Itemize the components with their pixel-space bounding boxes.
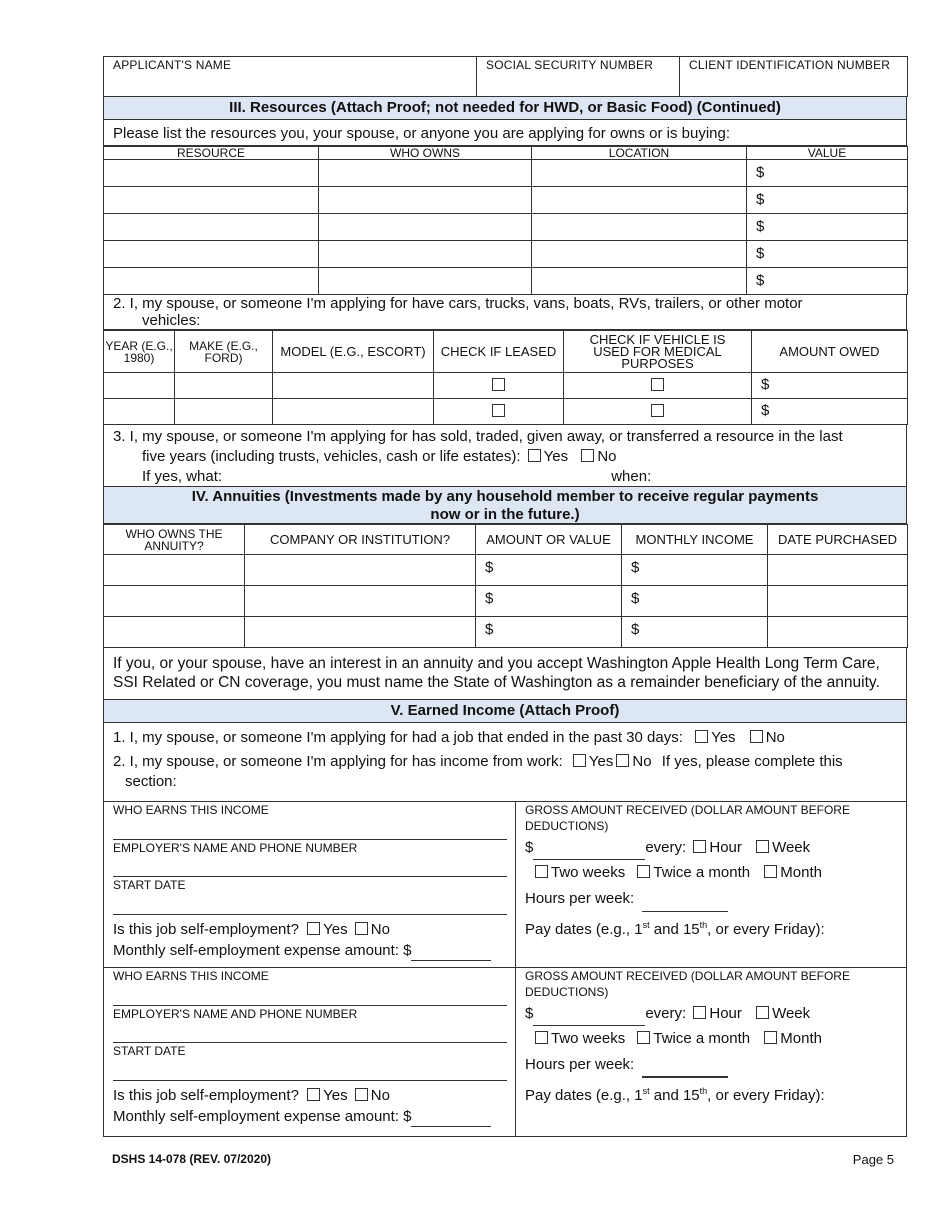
applicant-name-label: APPLICANT'S NAME <box>113 58 232 72</box>
amount-owed-cell[interactable] <box>752 373 908 399</box>
month-checkbox[interactable] <box>764 865 777 878</box>
if-yes-what-field[interactable] <box>226 472 611 487</box>
section-4-title-line1: IV. Annuities (Investments made by any household member to receive regular payments <box>191 488 819 505</box>
table-row <box>104 617 908 648</box>
transfer-question-line2 <box>113 447 897 467</box>
annuity-owner-cell[interactable] <box>104 617 245 648</box>
dollar-sign: $ <box>761 376 770 393</box>
medical-cell <box>564 373 752 399</box>
who-owns-cell[interactable] <box>319 187 532 214</box>
value-cell[interactable] <box>747 214 908 241</box>
every-label: every: <box>645 1005 687 1022</box>
gross-amount-row <box>525 1002 897 1026</box>
if-yes-label: If yes, what: <box>142 468 223 485</box>
twice-month-checkbox[interactable] <box>637 1031 650 1044</box>
dollar-sign: $ <box>756 245 765 262</box>
applicant-header-table <box>103 56 908 97</box>
hours-per-week-label: Hours per week: <box>525 1056 635 1073</box>
gross-amount-row <box>525 836 897 860</box>
dollar-sign: $ <box>756 272 765 289</box>
col-company: COMPANY OR INSTITUTION? <box>245 525 476 555</box>
transfer-question <box>103 425 907 487</box>
leased-checkbox[interactable] <box>492 404 505 417</box>
vehicles-table <box>103 330 908 425</box>
work-income-no-checkbox[interactable] <box>616 754 629 767</box>
expense-field[interactable] <box>411 946 491 961</box>
employer-label: EMPLOYER'S NAME AND PHONE NUMBER <box>113 1007 358 1021</box>
leased-cell <box>434 373 564 399</box>
monthly-income-cell[interactable] <box>622 586 768 617</box>
income-right-panel <box>516 968 906 1136</box>
twice-month-label: Twice a month <box>653 864 751 881</box>
client-id-label: CLIENT IDENTIFICATION NUMBER <box>689 58 891 72</box>
self-employment-question <box>113 1081 507 1106</box>
twice-month-checkbox[interactable] <box>637 865 650 878</box>
who-owns-cell[interactable] <box>319 160 532 187</box>
job-ended-text: 1. I, my spouse, or someone I'm applying for had a job that ended in the past 30 days: <box>113 729 683 746</box>
client-id-field[interactable] <box>680 57 908 97</box>
section-4-title-line2: now or in the future.) <box>430 506 580 523</box>
gross-dollar: $ <box>525 839 534 856</box>
dollar-sign: $ <box>761 402 770 419</box>
leased-checkbox[interactable] <box>492 378 505 391</box>
who-owns-cell[interactable] <box>319 241 532 268</box>
monthly-income-cell[interactable] <box>622 555 768 586</box>
resource-cell[interactable] <box>104 160 319 187</box>
col-resource: RESOURCE <box>104 147 319 160</box>
dollar-sign: $ <box>485 559 494 576</box>
col-make: MAKE (E.G., FORD) <box>175 331 273 373</box>
page-number: Page 5 <box>852 1152 894 1167</box>
who-earns-field[interactable] <box>113 968 507 1006</box>
form-id: DSHS 14-078 (REV. 07/2020) <box>112 1152 271 1166</box>
table-row <box>104 399 908 425</box>
make-cell[interactable] <box>175 373 273 399</box>
col-year: YEAR (E.G., 1980) <box>104 331 175 373</box>
pay-dates-b: and 15 <box>649 921 700 938</box>
date-purchased-cell[interactable] <box>768 617 908 648</box>
section-5-title: V. Earned Income (Attach Proof) <box>103 700 907 723</box>
income-block-2 <box>103 968 907 1137</box>
week-label: Week <box>772 839 811 856</box>
hours-per-week-row <box>525 1052 897 1078</box>
work-income-text: 2. I, my spouse, or someone I'm applying for has income from work: <box>113 753 563 770</box>
dollar-sign: $ <box>485 590 494 607</box>
col-model: MODEL (E.G., ESCORT) <box>273 331 434 373</box>
gross-amount-label: GROSS AMOUNT RECEIVED (DOLLAR AMOUNT BEFORE DEDUCTIONS) <box>525 969 850 999</box>
pay-dates-row <box>525 912 897 943</box>
hours-per-week-field[interactable] <box>642 897 728 912</box>
resource-cell[interactable] <box>104 268 319 295</box>
work-income-question <box>113 752 897 772</box>
two-weeks-label: Two weeks <box>551 864 626 881</box>
gross-amount-field[interactable] <box>533 1011 645 1026</box>
expense-label: Monthly self-employment expense amount: $ <box>113 942 412 959</box>
hour-checkbox[interactable] <box>693 840 706 853</box>
location-cell[interactable] <box>532 241 747 268</box>
amount-value-cell[interactable] <box>476 617 622 648</box>
section-4-title <box>103 487 907 524</box>
frequency-row <box>525 1026 897 1052</box>
transfer-yes-label: Yes <box>543 448 569 465</box>
pay-dates-b: and 15 <box>649 1087 700 1104</box>
employer-label: EMPLOYER'S NAME AND PHONE NUMBER <box>113 841 358 855</box>
job-ended-question <box>113 728 897 748</box>
annuities-header-row <box>104 525 908 555</box>
ssn-label: SOCIAL SECURITY NUMBER <box>486 58 654 72</box>
month-label: Month <box>780 1030 822 1047</box>
resource-cell[interactable] <box>104 214 319 241</box>
hours-per-week-row <box>525 886 897 912</box>
pay-dates-st: st <box>642 920 650 930</box>
value-cell[interactable] <box>747 241 908 268</box>
section-3-title: III. Resources (Attach Proof; not needed for HWD, or Basic Food) (Continued) <box>103 97 907 120</box>
earned-income-questions <box>103 723 907 802</box>
hour-checkbox[interactable] <box>693 1006 706 1019</box>
job-ended-yes-checkbox[interactable] <box>695 730 708 743</box>
location-cell[interactable] <box>532 214 747 241</box>
expense-label: Monthly self-employment expense amount: $ <box>113 1108 412 1125</box>
col-medical: CHECK IF VEHICLE IS USED FOR MEDICAL PURPOSES <box>564 331 752 373</box>
annuity-owner-cell[interactable] <box>104 555 245 586</box>
make-cell[interactable] <box>175 399 273 425</box>
expense-row <box>113 1106 507 1127</box>
value-cell[interactable] <box>747 187 908 214</box>
gross-amount-field[interactable] <box>533 845 645 860</box>
dollar-sign: $ <box>631 590 640 607</box>
pay-dates-th: th <box>699 1086 708 1096</box>
work-income-tail: If yes, please complete this <box>661 753 843 770</box>
self-emp-no-checkbox[interactable] <box>355 922 368 935</box>
self-emp-label: Is this job self-employment? <box>113 1087 299 1104</box>
job-ended-yes-label: Yes <box>711 729 736 746</box>
table-row <box>104 555 908 586</box>
transfer-question-text: five years (including trusts, vehicles, cash or life estates): <box>142 448 521 465</box>
vehicles-header-row <box>104 331 908 373</box>
transfer-question-line1: 3. I, my spouse, or someone I'm applying for has sold, traded, given away, or transferred a resource in the last <box>113 428 843 445</box>
who-owns-cell[interactable] <box>319 268 532 295</box>
pay-dates-c: , or every Friday): <box>707 921 825 938</box>
dollar-sign: $ <box>485 621 494 638</box>
model-cell[interactable] <box>273 399 434 425</box>
start-date-label: START DATE <box>113 1044 186 1058</box>
resources-header-row <box>104 147 908 160</box>
frequency-row <box>525 860 897 886</box>
self-emp-no-checkbox[interactable] <box>355 1088 368 1101</box>
gross-amount-label: GROSS AMOUNT RECEIVED (DOLLAR AMOUNT BEFORE DEDUCTIONS) <box>525 803 850 833</box>
monthly-income-cell[interactable] <box>622 617 768 648</box>
hours-per-week-field[interactable] <box>642 1062 728 1078</box>
expense-row <box>113 940 507 961</box>
company-cell[interactable] <box>245 617 476 648</box>
table-row <box>104 160 908 187</box>
pay-dates-st: st <box>642 1086 650 1096</box>
company-cell[interactable] <box>245 555 476 586</box>
self-emp-yes-label: Yes <box>323 1087 348 1104</box>
work-income-yes-label: Yes <box>588 753 614 770</box>
medical-checkbox[interactable] <box>651 378 664 391</box>
income-block-1 <box>103 802 907 968</box>
pay-dates-a: Pay dates (e.g., 1 <box>525 921 643 938</box>
medical-cell <box>564 399 752 425</box>
when-field[interactable] <box>655 472 860 487</box>
expense-field[interactable] <box>411 1112 491 1127</box>
who-owns-cell[interactable] <box>319 214 532 241</box>
two-weeks-label: Two weeks <box>551 1030 626 1047</box>
week-label: Week <box>772 1005 811 1022</box>
table-row <box>104 241 908 268</box>
self-emp-yes-checkbox[interactable] <box>307 922 320 935</box>
twice-month-label: Twice a month <box>653 1030 751 1047</box>
table-row <box>104 373 908 399</box>
model-cell[interactable] <box>273 373 434 399</box>
week-checkbox[interactable] <box>756 840 769 853</box>
col-who-owns: WHO OWNS <box>319 147 532 160</box>
resources-table <box>103 146 908 295</box>
dollar-sign: $ <box>631 559 640 576</box>
table-row <box>104 214 908 241</box>
work-income-cont: section: <box>125 773 177 790</box>
gross-dollar: $ <box>525 1005 534 1022</box>
self-emp-label: Is this job self-employment? <box>113 921 299 938</box>
start-date-field[interactable] <box>113 877 507 915</box>
company-cell[interactable] <box>245 586 476 617</box>
start-date-field[interactable] <box>113 1043 507 1081</box>
col-location: LOCATION <box>532 147 747 160</box>
table-row <box>104 586 908 617</box>
start-date-label: START DATE <box>113 878 186 892</box>
col-leased: CHECK IF LEASED <box>434 331 564 373</box>
self-employment-question <box>113 915 507 940</box>
who-earns-label: WHO EARNS THIS INCOME <box>113 969 269 983</box>
section-3-intro: Please list the resources you, your spouse, or anyone you are applying for owns or is buying: <box>103 120 907 146</box>
value-cell[interactable] <box>747 268 908 295</box>
pay-dates-row <box>525 1078 897 1109</box>
self-emp-yes-checkbox[interactable] <box>307 1088 320 1101</box>
vehicles-question-line2: vehicles: <box>142 312 201 329</box>
transfer-details-line <box>113 467 897 487</box>
income-left-panel <box>104 802 516 967</box>
every-label: every: <box>645 839 687 856</box>
resource-cell[interactable] <box>104 187 319 214</box>
self-emp-no-label: No <box>370 921 390 938</box>
annuities-table <box>103 524 908 648</box>
work-income-yes-checkbox[interactable] <box>573 754 586 767</box>
month-label: Month <box>780 864 822 881</box>
pay-dates-th: th <box>699 920 708 930</box>
transfer-yes-checkbox[interactable] <box>528 449 541 462</box>
when-label: when: <box>611 468 652 485</box>
resource-cell[interactable] <box>104 241 319 268</box>
income-left-panel <box>104 968 516 1136</box>
table-row <box>104 187 908 214</box>
col-amount-owed: AMOUNT OWED <box>752 331 908 373</box>
date-purchased-cell[interactable] <box>768 555 908 586</box>
amount-value-cell[interactable] <box>476 586 622 617</box>
col-amount-value: AMOUNT OR VALUE <box>476 525 622 555</box>
self-emp-no-label: No <box>370 1087 390 1104</box>
location-cell[interactable] <box>532 268 747 295</box>
date-purchased-cell[interactable] <box>768 586 908 617</box>
dollar-sign: $ <box>756 164 765 181</box>
col-annuity-owner: WHO OWNS THE ANNUITY? <box>104 525 245 555</box>
employer-field[interactable] <box>113 840 507 877</box>
hour-label: Hour <box>709 1005 742 1022</box>
pay-dates-c: , or every Friday): <box>707 1087 825 1104</box>
applicant-name-field[interactable] <box>104 57 477 97</box>
col-value: VALUE <box>747 147 908 160</box>
pay-dates-a: Pay dates (e.g., 1 <box>525 1087 643 1104</box>
ssn-field[interactable] <box>477 57 680 97</box>
hours-per-week-label: Hours per week: <box>525 890 635 907</box>
table-row <box>104 268 908 295</box>
job-ended-no-label: No <box>765 729 785 746</box>
two-weeks-checkbox[interactable] <box>535 865 548 878</box>
vehicles-question-line1: 2. I, my spouse, or someone I'm applying for have cars, trucks, vans, boats, RVs, trailers, or other motor <box>113 295 803 312</box>
year-cell[interactable] <box>104 399 175 425</box>
amount-owed-cell[interactable] <box>752 399 908 425</box>
annuity-owner-cell[interactable] <box>104 586 245 617</box>
value-cell[interactable] <box>747 160 908 187</box>
transfer-no-checkbox[interactable] <box>581 449 594 462</box>
amount-value-cell[interactable] <box>476 555 622 586</box>
two-weeks-checkbox[interactable] <box>535 1031 548 1044</box>
vehicles-question <box>103 295 907 330</box>
self-emp-yes-label: Yes <box>323 921 348 938</box>
hour-label: Hour <box>709 839 742 856</box>
col-date-purchased: DATE PURCHASED <box>768 525 908 555</box>
leased-cell <box>434 399 564 425</box>
location-cell[interactable] <box>532 187 747 214</box>
who-earns-field[interactable] <box>113 802 507 840</box>
dollar-sign: $ <box>756 218 765 235</box>
job-ended-no-checkbox[interactable] <box>750 730 763 743</box>
annuity-note: If you, or your spouse, have an interest in an annuity and you accept Washington Apple Health Long Term Care, SSI Related or CN coverage, you must name the State of Washington as a remainder beneficiary of the annuity. <box>103 648 907 700</box>
year-cell[interactable] <box>104 373 175 399</box>
who-earns-label: WHO EARNS THIS INCOME <box>113 803 269 817</box>
dollar-sign: $ <box>631 621 640 638</box>
col-monthly-income: MONTHLY INCOME <box>622 525 768 555</box>
week-checkbox[interactable] <box>756 1006 769 1019</box>
income-right-panel <box>516 802 906 967</box>
medical-checkbox[interactable] <box>651 404 664 417</box>
month-checkbox[interactable] <box>764 1031 777 1044</box>
transfer-no-label: No <box>597 448 617 465</box>
dollar-sign: $ <box>756 191 765 208</box>
location-cell[interactable] <box>532 160 747 187</box>
employer-field[interactable] <box>113 1006 507 1043</box>
work-income-no-label: No <box>632 753 652 770</box>
form-page <box>103 56 907 1137</box>
